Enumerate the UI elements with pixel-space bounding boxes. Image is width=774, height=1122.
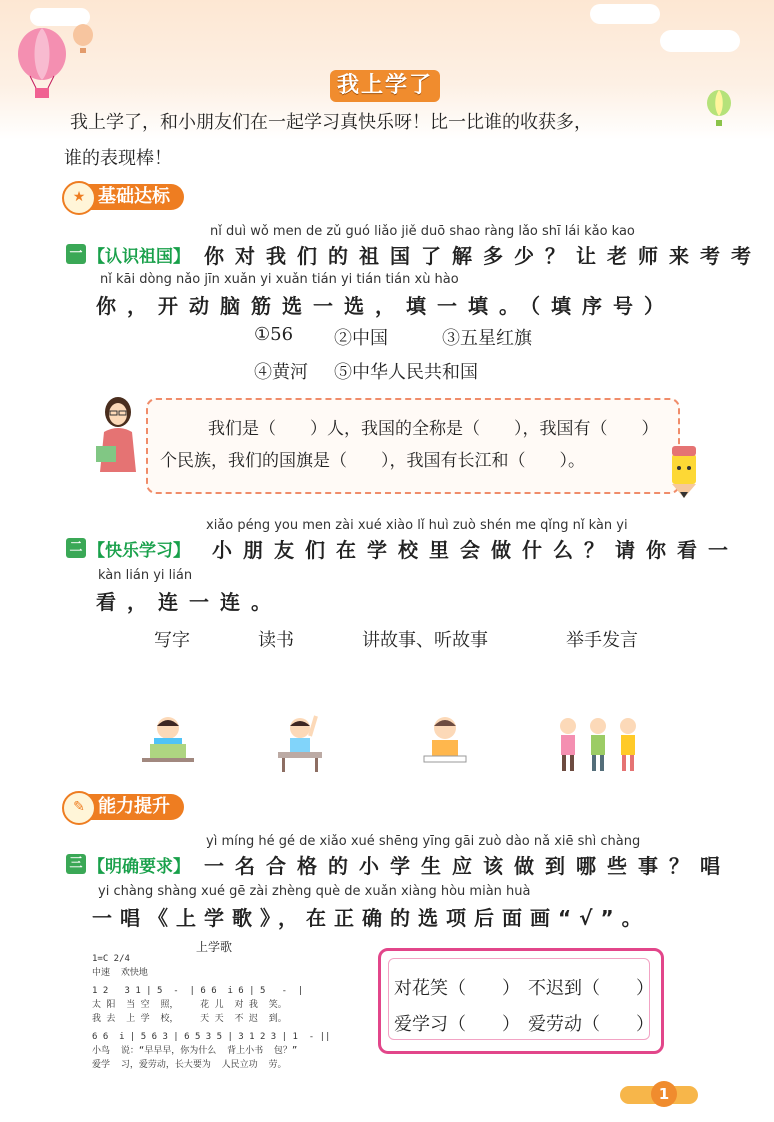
cloud-decoration bbox=[660, 30, 740, 52]
song-score-line: 中速 欢快地 bbox=[92, 968, 148, 978]
song-lyric-line: 我 去 上 学 校， 天 天 不 迟 到。 bbox=[92, 1014, 287, 1024]
notebook-icon: ✎ bbox=[62, 791, 96, 825]
q2-pinyin-2: kàn lián yi lián bbox=[98, 568, 193, 583]
q1-option-3: ③五星红旗 bbox=[442, 328, 532, 349]
section-basic-label: 基础达标 bbox=[98, 186, 170, 207]
q2-tag: 【快乐学习】 bbox=[88, 541, 190, 561]
song-title: 上学歌 bbox=[196, 940, 233, 954]
q1-pinyin-2: nǐ kāi dòng nǎo jīn xuǎn yi xuǎn tián yi tián tián xù hào bbox=[100, 272, 459, 287]
q1-option-4: ④黄河 bbox=[254, 362, 308, 383]
intro-line-1: 我上学了，和小朋友们在一起学习真快乐呀！比一比谁的收获多， bbox=[70, 112, 592, 133]
intro-line-2: 谁的表现棒！ bbox=[64, 148, 172, 169]
bubble-line-2: 个民族，我们的国旗是（ ），我国有长江和（ ）。 bbox=[160, 451, 585, 471]
cloud-decoration bbox=[590, 4, 660, 24]
child-raising-hand-picture bbox=[276, 712, 324, 774]
q3-number: 三 bbox=[66, 854, 86, 874]
q3-tag: 【明确要求】 bbox=[88, 857, 190, 877]
hot-air-balloon-icon bbox=[12, 28, 72, 100]
q1-tag: 【认识祖国】 bbox=[88, 247, 190, 267]
teacher-illustration bbox=[92, 396, 144, 472]
q1-pinyin-1: nǐ duì wǒ men de zǔ guó liǎo jiě duō shao ràng lǎo shī lái kǎo kao bbox=[210, 224, 635, 239]
q1-option-1: ①56 bbox=[254, 324, 294, 345]
child-reading-picture bbox=[140, 714, 196, 772]
hot-air-balloon-icon bbox=[70, 24, 96, 56]
q1-number: 一 bbox=[66, 244, 86, 264]
activity-storytelling: 讲故事、听故事 bbox=[362, 630, 488, 651]
song-lyric-line: 爱学 习，爱劳动，长大要为 人民立功 劳。 bbox=[92, 1060, 287, 1070]
activity-reading: 读书 bbox=[258, 630, 294, 651]
q1-text-2: 你，开动脑筋选一选，填一填。（填序号） bbox=[96, 294, 675, 318]
badge-icon: ★ bbox=[62, 181, 96, 215]
choice-not-late[interactable]: 不迟到（ ） bbox=[528, 978, 654, 999]
q3-pinyin-2: yi chàng shàng xué gē zài zhèng què de xuǎn xiàng hòu miàn huà bbox=[98, 884, 531, 899]
q2-pinyin-1: xiǎo péng you men zài xué xiào lǐ huì zuò shén me qǐng nǐ kàn yi bbox=[206, 518, 628, 533]
section-basic-tag bbox=[66, 184, 184, 210]
choice-love-learning[interactable]: 爱学习（ ） bbox=[394, 1014, 520, 1035]
song-lyric-line: 太 阳 当 空 照， 花 儿 对 我 笑。 bbox=[92, 1000, 287, 1010]
q1-text-1: 你对我们的祖国了解多少？让老师来考考 bbox=[204, 244, 762, 268]
q2-text-1: 小朋友们在学校里会做什么？请你看一 bbox=[212, 538, 739, 562]
activity-raise-hand: 举手发言 bbox=[566, 630, 638, 651]
page-title: 我上学了 bbox=[330, 70, 440, 102]
song-score-line: 6 6 i | 5 6 3 | 6 5 3 5 | 3 1 2 3 | 1 - || bbox=[92, 1032, 331, 1042]
choice-smile-at-flowers[interactable]: 对花笑（ ） bbox=[394, 978, 520, 999]
section-ability-tag bbox=[66, 794, 184, 820]
bubble-line-1: 我们是（ ）人，我国的全称是（ ），我国有（ ） bbox=[208, 419, 659, 439]
song-lyric-line: 小鸟 说：“早早早，你为什么 背上小书 包？” bbox=[92, 1046, 298, 1056]
choice-love-labor[interactable]: 爱劳动（ ） bbox=[528, 1014, 654, 1035]
child-writing-picture bbox=[420, 714, 470, 770]
children-talking-picture bbox=[552, 714, 642, 774]
q3-text-1: 一名合格的小学生应该做到哪些事？唱 bbox=[204, 854, 731, 878]
song-score-line: 1 2 3 1 | 5 - | 6 6 i 6 | 5 - | bbox=[92, 986, 304, 996]
page-number: 1 bbox=[651, 1081, 677, 1107]
q2-number: 二 bbox=[66, 538, 86, 558]
pencil-mascot-icon bbox=[664, 444, 704, 498]
q3-pinyin-1: yì míng hé gé de xiǎo xué shēng yīng gāi zuò dào nǎ xiē shì chàng bbox=[206, 834, 641, 849]
q1-option-2: ②中国 bbox=[334, 328, 388, 349]
q3-text-2: 一唱《上学歌》，在正确的选项后面画“√”。 bbox=[92, 906, 650, 930]
activity-writing: 写字 bbox=[154, 630, 190, 651]
song-score-line: 1=C 2/4 bbox=[92, 954, 130, 964]
section-ability-label: 能力提升 bbox=[98, 796, 170, 817]
q1-option-5: ⑤中华人民共和国 bbox=[334, 362, 478, 383]
q2-text-2: 看，连一连。 bbox=[96, 590, 282, 614]
